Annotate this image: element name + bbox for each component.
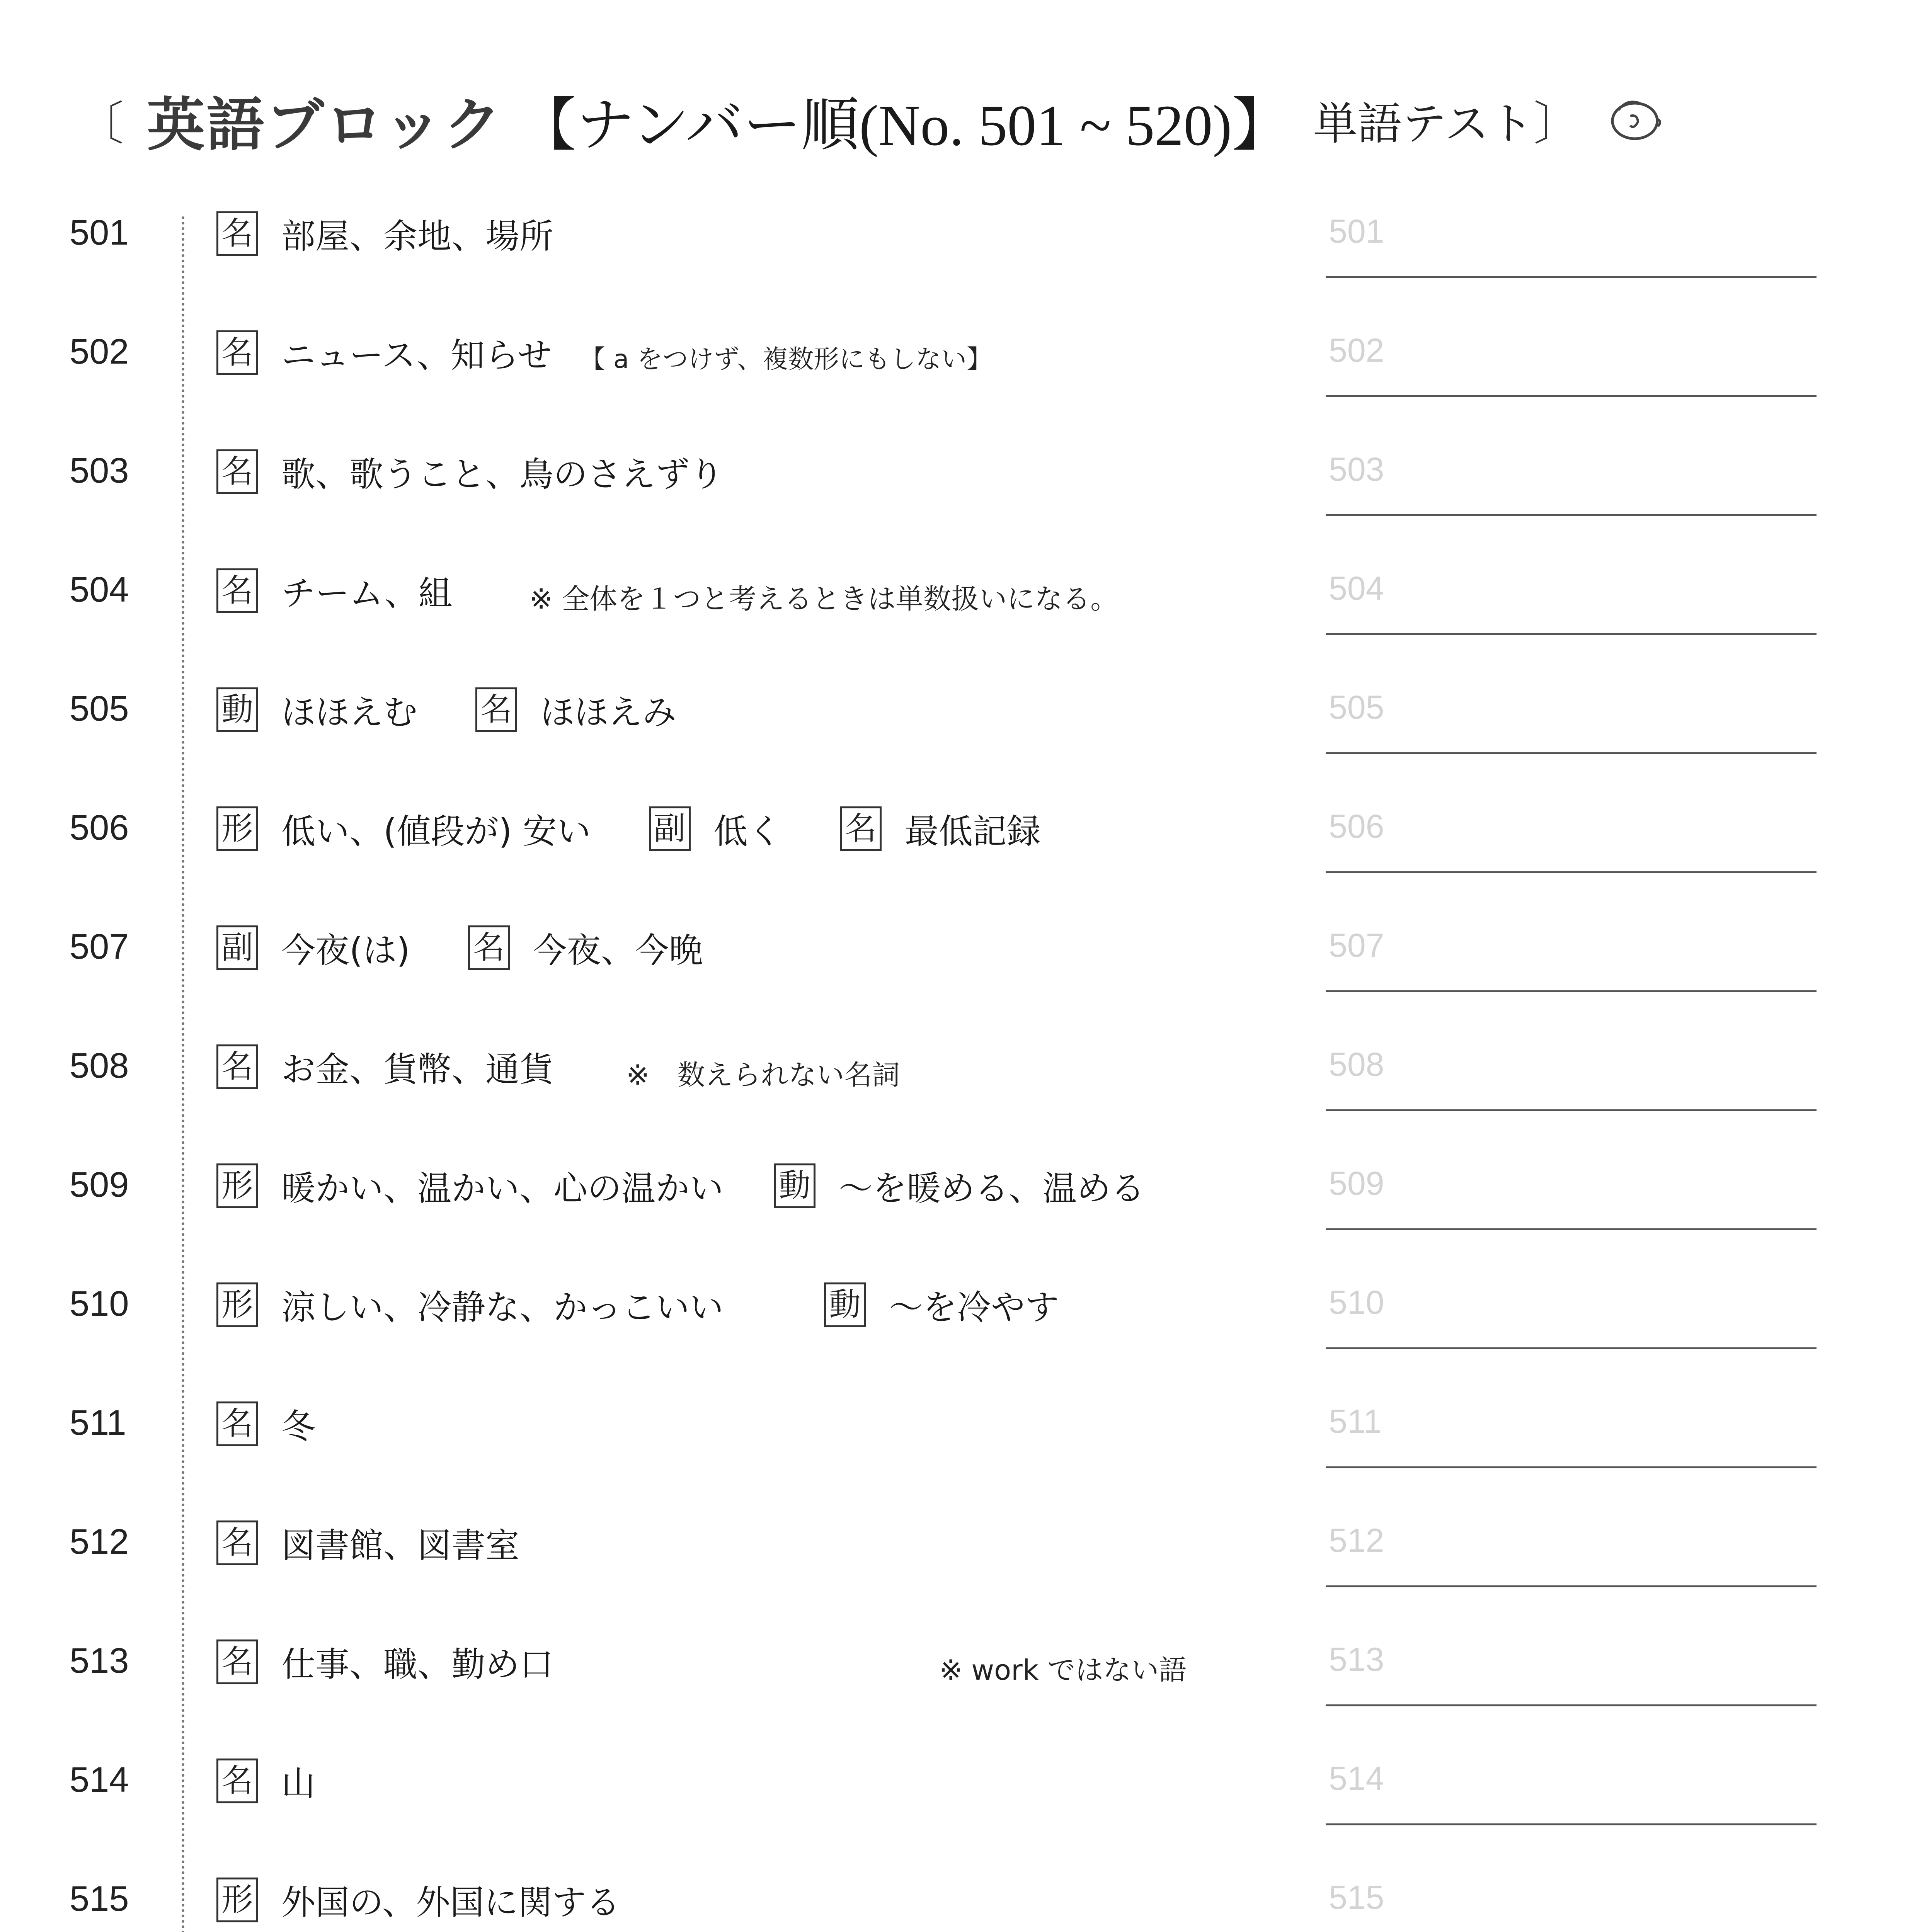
answer-field[interactable] [1326,213,1817,278]
word-number: 512 [70,1522,129,1561]
word-meanings [216,1399,315,1449]
answer-field[interactable] [1326,1284,1817,1349]
japanese-meaning: ニュース、知らせ [281,335,552,375]
answer-number-hint: 507 [1329,927,1384,964]
word-row [0,1498,1917,1617]
answer-underline [1326,1585,1817,1587]
japanese-meaning: 図書館、図書室 [281,1526,520,1565]
page-title: 【ナンバー順(No. 501 ~ 520)】 [518,94,1290,158]
word-number: 515 [70,1879,129,1918]
japanese-meaning: ほほえみ [540,692,677,732]
answer-underline [1326,1228,1817,1230]
answer-field[interactable] [1326,451,1817,516]
word-row [0,1736,1917,1855]
japanese-meaning: チーム、組 [281,573,453,613]
word-number: 511 [70,1403,126,1442]
japanese-meaning: ほほえむ [281,692,418,732]
part-of-speech-badge: 動 [824,1282,866,1327]
word-meanings [216,566,453,616]
word-row [0,189,1917,308]
part-of-speech-badge: 名 [840,806,882,851]
answer-number-hint: 515 [1329,1879,1384,1916]
answer-number-hint: 508 [1329,1046,1384,1083]
answer-underline [1326,633,1817,635]
japanese-meaning: 仕事、職、勤め口 [281,1645,554,1684]
word-meanings [216,1280,1059,1330]
word-row [0,1022,1917,1141]
word-row [0,308,1917,427]
japanese-meaning: 今夜(は) [281,930,410,970]
japanese-meaning: 低い、(値段が) 安い [281,811,591,851]
word-number: 508 [70,1046,129,1085]
answer-underline [1326,1466,1817,1468]
part-of-speech-badge: 名 [468,925,510,970]
part-of-speech-badge: 名 [216,1639,258,1684]
answer-number-hint: 512 [1329,1522,1384,1559]
answer-number-hint: 501 [1329,213,1384,250]
japanese-meaning: 部屋、余地、場所 [281,216,554,256]
usage-note: ※ work ではない語 [939,1654,1187,1686]
answer-number-hint: 514 [1329,1760,1384,1797]
answer-underline [1326,871,1817,873]
usage-note: ※ 数えられない名詞 [626,1059,900,1091]
answer-underline [1326,990,1817,992]
part-of-speech-badge: 動 [216,687,258,732]
word-number: 505 [70,689,129,728]
word-meanings [216,1756,315,1806]
word-row [0,784,1917,903]
answer-underline [1326,1704,1817,1706]
word-meanings [216,1518,519,1568]
answer-number-hint: 503 [1329,451,1384,488]
word-meanings [216,1042,553,1092]
part-of-speech-badge: 動 [774,1163,815,1208]
answer-number-hint: 511 [1329,1403,1382,1440]
part-of-speech-badge: 副 [216,925,258,970]
word-meanings [216,1875,620,1925]
japanese-meaning: 最低記録 [904,811,1041,851]
word-number: 502 [70,332,129,371]
answer-underline [1326,514,1817,516]
answer-field[interactable] [1326,332,1817,397]
answer-number-hint: 504 [1329,570,1384,607]
answer-field[interactable] [1326,1760,1817,1825]
word-meanings [216,209,553,259]
header-bracket-open: 〔 [77,97,124,151]
word-row [0,427,1917,546]
part-of-speech-badge: 形 [216,1878,258,1922]
japanese-meaning: 歌、歌うこと、鳥のさえずり [281,454,724,494]
answer-underline [1326,276,1817,278]
word-meanings [216,923,703,973]
word-number: 510 [70,1284,129,1323]
word-meanings [216,1637,553,1687]
part-of-speech-badge: 名 [216,211,258,256]
word-row [0,903,1917,1022]
worksheet-header [77,73,1817,166]
answer-field[interactable] [1326,1403,1817,1468]
answer-number-hint: 505 [1329,689,1384,726]
face-logo-icon [1607,95,1665,145]
word-row [0,1141,1917,1260]
part-of-speech-badge: 形 [216,1282,258,1327]
answer-underline [1326,395,1817,397]
answer-number-hint: 506 [1329,808,1384,845]
word-row [0,546,1917,665]
answer-field[interactable] [1326,689,1817,754]
part-of-speech-badge: 名 [216,1759,258,1803]
japanese-meaning: ～を冷やす [889,1287,1059,1327]
answer-field[interactable] [1326,1046,1817,1111]
japanese-meaning: 冬 [281,1406,316,1446]
usage-note: 【 a をつけず、複数形にもしない】 [580,344,993,374]
answer-field[interactable] [1326,1641,1817,1706]
answer-number-hint: 510 [1329,1284,1384,1321]
japanese-meaning: ～を暖める、温める [839,1168,1145,1208]
part-of-speech-badge: 形 [216,1163,258,1208]
word-row [0,1855,1917,1932]
word-number: 501 [70,213,129,252]
word-meanings [216,447,724,497]
part-of-speech-badge: 形 [216,806,258,851]
word-row [0,1379,1917,1498]
answer-underline [1326,1109,1817,1111]
word-row [0,665,1917,784]
brand-logo-text: 英語ブロック [147,91,503,159]
answer-field[interactable] [1326,808,1817,873]
word-row [0,1260,1917,1379]
answer-field[interactable] [1326,1879,1817,1932]
part-of-speech-badge: 名 [216,330,258,375]
japanese-meaning: 低く [713,811,782,851]
answer-field[interactable] [1326,927,1817,992]
part-of-speech-badge: 副 [649,806,691,851]
part-of-speech-badge: 名 [216,1044,258,1089]
japanese-meaning: 暖かい、温かい、心の温かい [281,1168,724,1208]
answer-underline [1326,752,1817,754]
answer-field[interactable] [1326,1165,1817,1230]
word-row [0,1617,1917,1736]
japanese-meaning: 山 [281,1764,316,1803]
usage-note: ※ 全体を１つと考えるときは単数扱いになる。 [529,583,1119,615]
part-of-speech-badge: 名 [216,568,258,613]
word-number: 514 [70,1760,129,1799]
japanese-meaning: お金、貨幣、通貨 [281,1049,554,1089]
japanese-meaning: 涼しい、冷静な、かっこいい [281,1287,724,1327]
answer-number-hint: 513 [1329,1641,1384,1678]
word-number: 504 [70,570,129,609]
answer-number-hint: 509 [1329,1165,1384,1202]
word-meanings [216,804,1041,854]
word-meanings [216,328,552,378]
japanese-meaning: 今夜、今晩 [533,930,703,970]
answer-underline [1326,1823,1817,1825]
word-meanings [216,1161,1145,1211]
answer-number-hint: 502 [1329,332,1384,369]
word-number: 503 [70,451,129,490]
word-number: 506 [70,808,129,847]
answer-field[interactable] [1326,570,1817,635]
page-subtitle: 単語テスト [1313,99,1534,149]
header-bracket-close: 〕 [1533,97,1580,151]
part-of-speech-badge: 名 [475,687,517,732]
part-of-speech-badge: 名 [216,1401,258,1446]
part-of-speech-badge: 名 [216,1520,258,1565]
word-number: 509 [70,1165,129,1204]
word-number: 507 [70,927,129,966]
part-of-speech-badge: 名 [216,449,258,494]
word-meanings [216,685,676,735]
japanese-meaning: 外国の、外国に関する [281,1883,620,1922]
answer-field[interactable] [1326,1522,1817,1587]
answer-underline [1326,1347,1817,1349]
word-number: 513 [70,1641,129,1680]
